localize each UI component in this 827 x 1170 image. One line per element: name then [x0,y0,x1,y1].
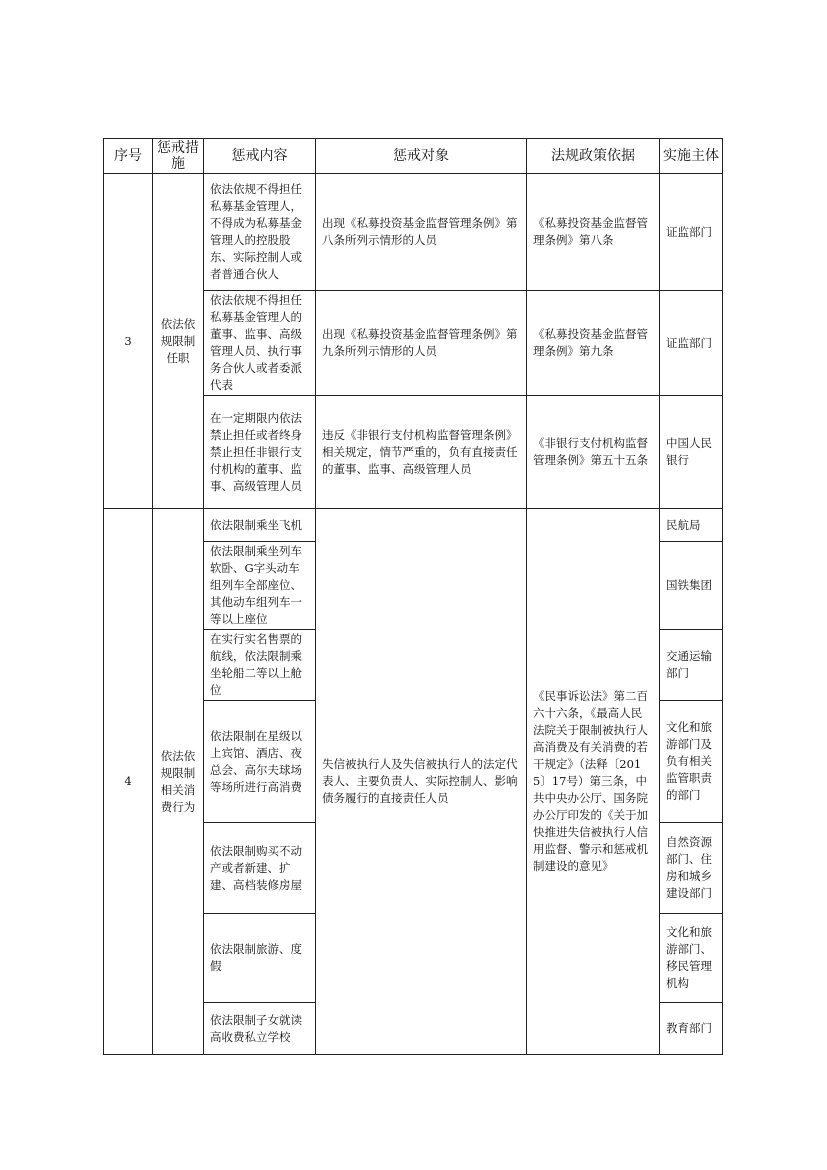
group4-row1-subject: 民航局 [660,509,723,542]
group4-row7-subject: 教育部门 [660,1003,723,1055]
group3-row1-content: 依法依规不得担任私募基金管理人，不得成为私募基金管理人的控股股东、实际控制人或者普通合伙人 [204,174,316,291]
table-row [104,509,723,542]
table-header-row [104,139,723,174]
group4-measure: 依法依规限制相关消费行为 [153,509,204,1055]
group4-row7-content: 依法限制子女就读高收费私立学校 [204,1003,316,1055]
group3-row2-target: 出现《私募投资基金监督管理条例》第九条所列示情形的人员 [316,291,527,396]
group4-basis: 《民事诉讼法》第二百六十六条，《最高人民法院关于限制被执行人高消费及有关消费的若干规定》（法释〔2015〕17号）第三条，中共中央办公厅、国务院办公厅印发的《关于加快推进失信被执行人信用监督、警示和惩戒机制建设的意见》 [527,509,660,1055]
group3-measure: 依法依规限制任职 [153,174,204,509]
header-subject: 实施主体 [660,139,723,174]
group4-row2-subject: 国铁集团 [660,542,723,630]
group4-row6-subject: 文化和旅游部门、移民管理机构 [660,914,723,1003]
group4-row2-content: 依法限制乘坐列车软卧、G字头动车组列车全部座位、其他动车组列车一等以上座位 [204,542,316,630]
group3-row3-target: 违反《非银行支付机构监督管理条例》相关规定，情节严重的，负有直接责任的董事、监事、高级管理人员 [316,396,527,509]
group3-no: 3 [104,174,153,509]
group3-row2-basis: 《私募投资基金监督管理条例》第九条 [527,291,660,396]
group4-row1-content: 依法限制乘坐飞机 [204,509,316,542]
group4-target: 失信被执行人及失信被执行人的法定代表人、主要负责人、实际控制人、影响债务履行的直接责任人员 [316,509,527,1055]
group3-row3-basis: 《非银行支付机构监督管理条例》第五十五条 [527,396,660,509]
header-target: 惩戒对象 [316,139,527,174]
punishment-table [103,138,723,1055]
group4-row3-subject: 交通运输部门 [660,630,723,701]
group3-row3-content: 在一定期限内依法禁止担任或者终身禁止担任非银行支付机构的董事、监事、高级管理人员 [204,396,316,509]
group3-row1-basis: 《私募投资基金监督管理条例》第八条 [527,174,660,291]
group4-row5-content: 依法限制购买不动产或者新建、扩建、高档装修房屋 [204,823,316,914]
header-no: 序号 [104,139,153,174]
header-content: 惩戒内容 [204,139,316,174]
group4-no: 4 [104,509,153,1055]
group3-row1-target: 出现《私募投资基金监督管理条例》第八条所列示情形的人员 [316,174,527,291]
group3-row3-subject: 中国人民银行 [660,396,723,509]
group3-row2-content: 依法依规不得担任私募基金管理人的董事、监事、高级管理人员、执行事务合伙人或者委派代表 [204,291,316,396]
group4-row5-subject: 自然资源部门、住房和城乡建设部门 [660,823,723,914]
group3-row1-subject: 证监部门 [660,174,723,291]
group4-row4-subject: 文化和旅游部门及负有相关监管职责的部门 [660,701,723,823]
table-row [104,174,723,291]
group4-row6-content: 依法限制旅游、度假 [204,914,316,1003]
group4-row4-content: 依法限制在星级以上宾馆、酒店、夜总会、高尔夫球场等场所进行高消费 [204,701,316,823]
group4-row3-content: 在实行实名售票的航线，依法限制乘坐轮船二等以上舱位 [204,630,316,701]
header-measure: 惩戒措施 [153,139,204,174]
group3-row2-subject: 证监部门 [660,291,723,396]
header-basis: 法规政策依据 [527,139,660,174]
